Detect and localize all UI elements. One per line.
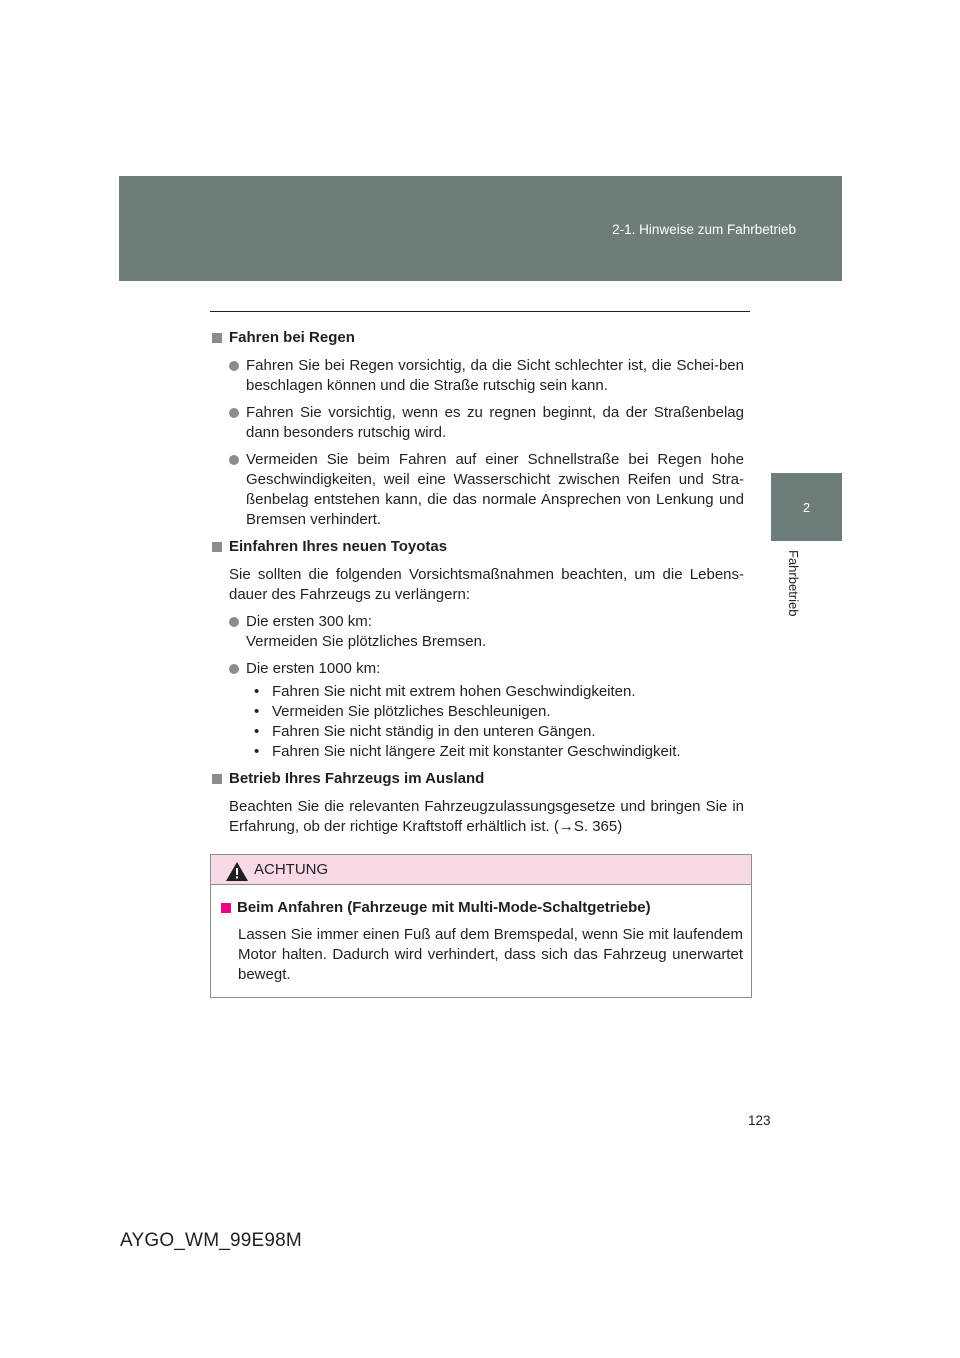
bullet-text: Die ersten 300 km: (246, 613, 372, 630)
section-title: 2-1. Hinweise zum Fahrbetrieb (612, 222, 796, 237)
page-number: 123 (748, 1113, 771, 1128)
paragraph: Sie sollten die folgenden Vorsichtsmaßnahmen beachten, um die Lebens-dauer des Fahrzeugs zu verlängern: (229, 566, 744, 603)
list-item (229, 450, 744, 530)
bullet-text: Fahren Sie vorsichtig, wenn es zu regnen beginnt, da der Straßenbelag dann besonders rutschig wird. (246, 404, 744, 441)
sub-list-item: • Vermeiden Sie plötzliches Beschleunigen. (254, 703, 551, 720)
circle-bullet-icon (229, 361, 239, 371)
chapter-tab (771, 473, 842, 541)
bullet-text: Die ersten 1000 km: (246, 660, 381, 677)
heading-text: Einfahren Ihres neuen Toyotas (229, 538, 448, 555)
warning-title: ACHTUNG (254, 861, 329, 878)
warning-triangle-icon (226, 862, 248, 881)
header-band (119, 176, 842, 281)
bullet-text: Vermeiden Sie plötzliches Bremsen. (246, 633, 487, 650)
circle-bullet-icon (229, 408, 239, 418)
warning-body (211, 885, 751, 985)
circle-bullet-icon (229, 664, 239, 674)
paragraph: Beachten Sie die relevanten Fahrzeugzulassungsgesetze und bringen Sie in Erfahrung, ob der richtige Kraftstoff erhältlich ist. (→S. 365) (229, 798, 744, 835)
bullet-text: Vermeiden Sie beim Fahren auf einer Schnellstraße bei Regen hohe Geschwindigkeiten, weil eine Wasserschicht zwischen Reifen und Stra-ßenbelag entstehen kann, die das normale Ansprechen von Lenkung und Bremsen verhindert. (246, 451, 744, 528)
warning-box (210, 854, 752, 998)
chapter-label: Fahrbetrieb (786, 550, 801, 617)
sub-list (246, 682, 744, 762)
top-divider (210, 311, 750, 312)
heading-text: Beim Anfahren (Fahrzeuge mit Multi-Mode-Schaltgetriebe) (237, 899, 651, 916)
square-bullet-icon (212, 774, 222, 784)
circle-bullet-icon (229, 455, 239, 465)
list-item (229, 612, 744, 652)
warning-heading (221, 898, 743, 918)
heading-text: Betrieb Ihres Fahrzeugs im Ausland (229, 770, 485, 787)
chapter-number: 2 (802, 500, 811, 515)
circle-bullet-icon (229, 617, 239, 627)
sub-list-item: • Fahren Sie nicht mit extrem hohen Geschwindigkeiten. (254, 683, 636, 700)
warning-header (211, 855, 751, 885)
square-bullet-icon (212, 333, 222, 343)
list-item (229, 356, 744, 396)
section-heading-abroad (212, 769, 744, 789)
document-code: AYGO_WM_99E98M (120, 1230, 302, 1251)
main-content (212, 328, 744, 844)
square-bullet-icon (212, 542, 222, 552)
heading-text: Fahren bei Regen (229, 329, 355, 346)
warning-text: Lassen Sie immer einen Fuß auf dem Bremspedal, wenn Sie mit laufendem Motor halten. Dadurch wird verhindert, dass sich das Fahrzeug unerwartet bewegt. (238, 926, 743, 983)
section-heading-rain (212, 328, 744, 348)
section-heading-break-in (212, 537, 744, 557)
list-item (229, 659, 744, 679)
sub-list-item: • Fahren Sie nicht längere Zeit mit konstanter Geschwindigkeit. (254, 743, 681, 760)
list-item (229, 403, 744, 443)
bullet-text: Fahren Sie bei Regen vorsichtig, da die Sicht schlechter ist, die Schei-ben beschlagen können und die Straße rutschig sein kann. (246, 357, 744, 394)
sub-list-item: • Fahren Sie nicht ständig in den unteren Gängen. (254, 723, 596, 740)
square-bullet-icon (221, 903, 231, 913)
